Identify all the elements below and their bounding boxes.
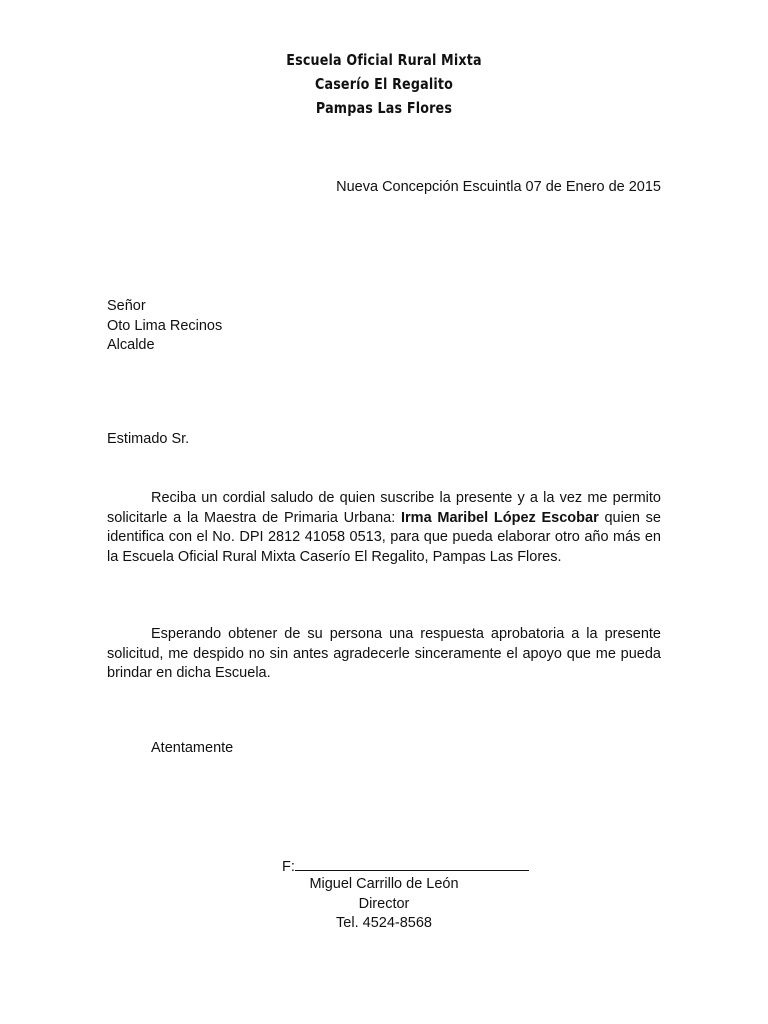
signature-line-row [282,856,529,875]
date-line: Nueva Concepción Escuintla 07 de Enero de 2015 [336,179,661,195]
signature-prefix: F: [282,859,295,875]
salutation: Estimado Sr. [107,431,190,447]
body-paragraph-1 [107,489,661,567]
body-paragraph-2 [107,625,661,684]
paragraph1-text-start: Reciba un cordial saludo de quien suscribe la presente y a la vez me permito solicitarle a la Maestra de Primaria Urbana: [107,490,661,526]
recipient-title: Señor [107,298,146,314]
recipient-position: Alcalde [107,337,155,353]
teacher-name: Irma Maribel López Escobar [401,509,599,526]
closing: Atentamente [151,740,234,756]
signature-block [210,875,558,934]
recipient-name: Oto Lima Recinos [107,317,223,334]
signer-name: Miguel Carrillo de León [309,876,459,892]
paragraph2-text: Esperando obtener de su persona una respuesta aprobatoria a la presente solicitud, me despido no sin antes agradecerle sinceramente el apoyo que me pueda brindar en dicha Escuela. [107,626,661,681]
letterhead [69,48,699,120]
school-location: Caserío El Regalito [314,75,454,93]
recipient-block [107,297,222,356]
school-area: Pampas Las Flores [315,99,453,117]
signer-role: Director [358,895,410,912]
school-name: Escuela Oficial Rural Mixta [286,51,482,69]
paragraph1-text-end: quien se identifica con el No. DPI 2812 41058 0513, para que pueda elaborar otro año más en la Escuela Oficial Rural Mixta Caserío El Regalito, Pampas Las Flores. [107,509,661,565]
signature-line [295,856,529,871]
signer-phone: Tel. 4524-8568 [336,915,432,931]
